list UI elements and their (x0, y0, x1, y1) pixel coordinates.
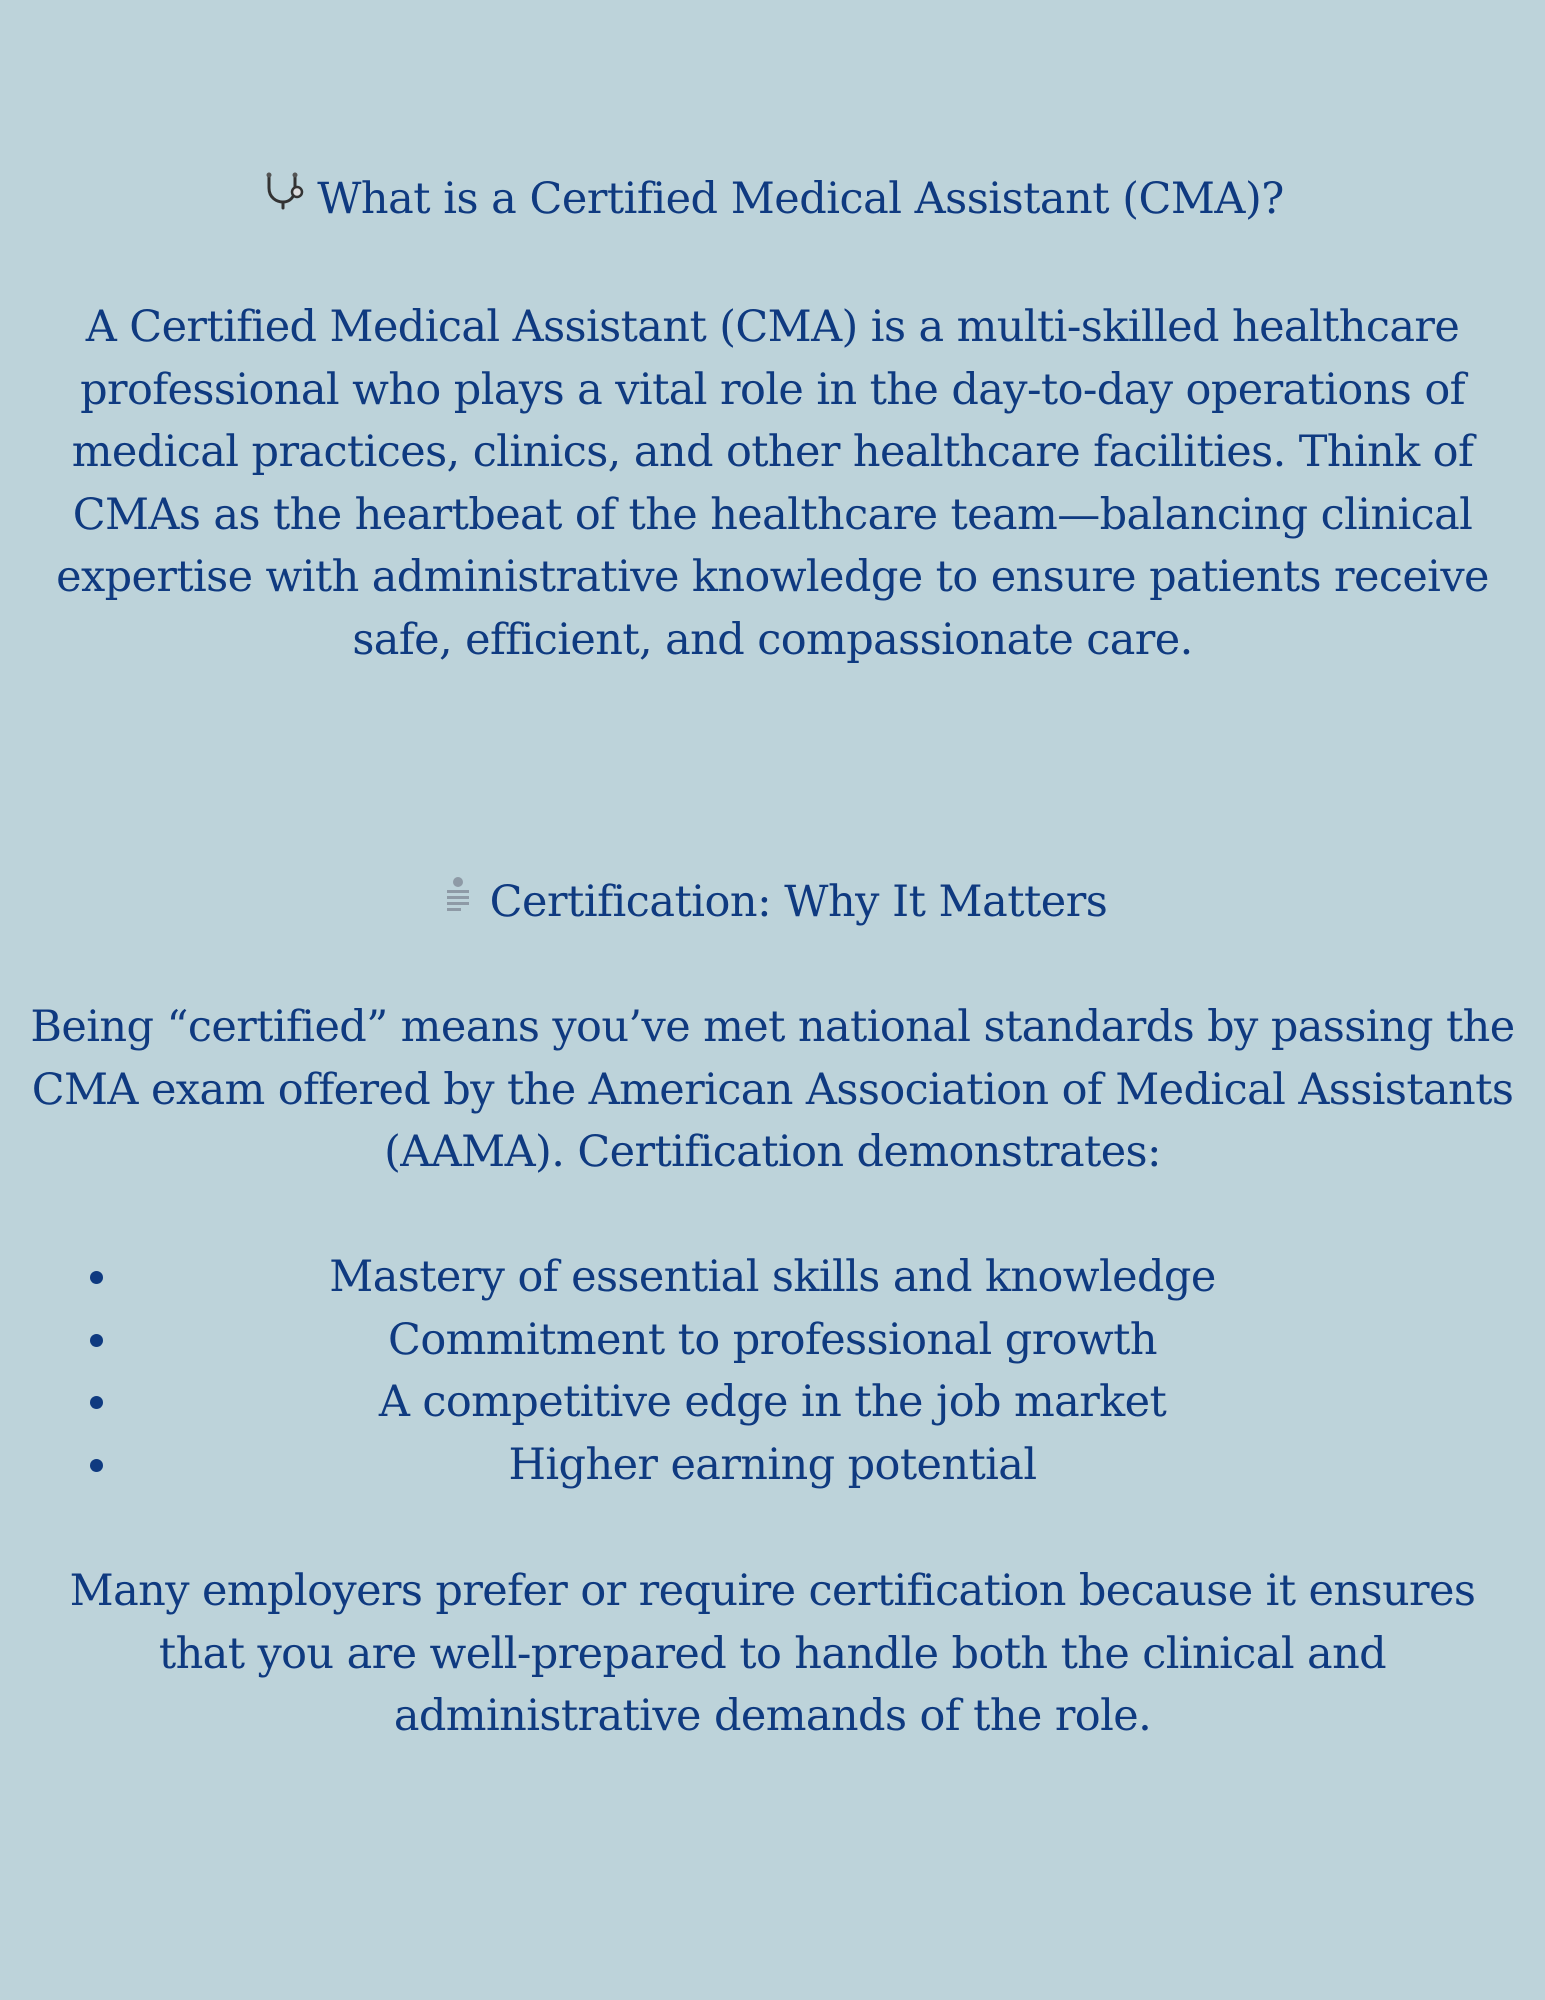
list-item: Mastery of essential skills and knowledge (0, 1246, 1545, 1309)
bullet-dot-icon (90, 1459, 103, 1472)
stethoscope-icon (261, 170, 305, 226)
certification-benefits-list (0, 1246, 1545, 1496)
section-title-cma: What is a Certified Medical Assistant (CMA)? (317, 174, 1284, 224)
certification-closing-paragraph: Many employers prefer or require certification because it ensures that you are well-prepared to handle both the clinical and administrative demands of the role. (69, 1566, 1476, 1741)
certificate-icon (438, 875, 478, 927)
list-item: A competitive edge in the job market (0, 1371, 1545, 1434)
section-heading-cma (0, 173, 1545, 230)
bullet-dot-icon (90, 1334, 103, 1347)
bullet-dot-icon (90, 1271, 103, 1284)
section-heading-certification (0, 876, 1545, 931)
cma-description-paragraph: A Certified Medical Assistant (CMA) is a multi-skilled healthcare professional who plays a vital role in the day-to-day operations of medical practices, clinics, and other healthcare facilities. Think of CMAs as the heartbeat of the healthcare team—balancing clinical expertise with administrative knowledge to ensure patients receive safe, efficient, and compassionate care. (56, 302, 1489, 665)
section-title-certification: Certification: Why It Matters (489, 877, 1108, 927)
bullet-dot-icon (90, 1396, 103, 1409)
list-item: Commitment to professional growth (0, 1309, 1545, 1372)
certification-intro-paragraph: Being “certified” means you’ve met national standards by passing the CMA exam offered by the American Association of Medical Assistants (AAMA). Certification demonstrates: (30, 1002, 1515, 1177)
list-item: Higher earning potential (0, 1434, 1545, 1497)
